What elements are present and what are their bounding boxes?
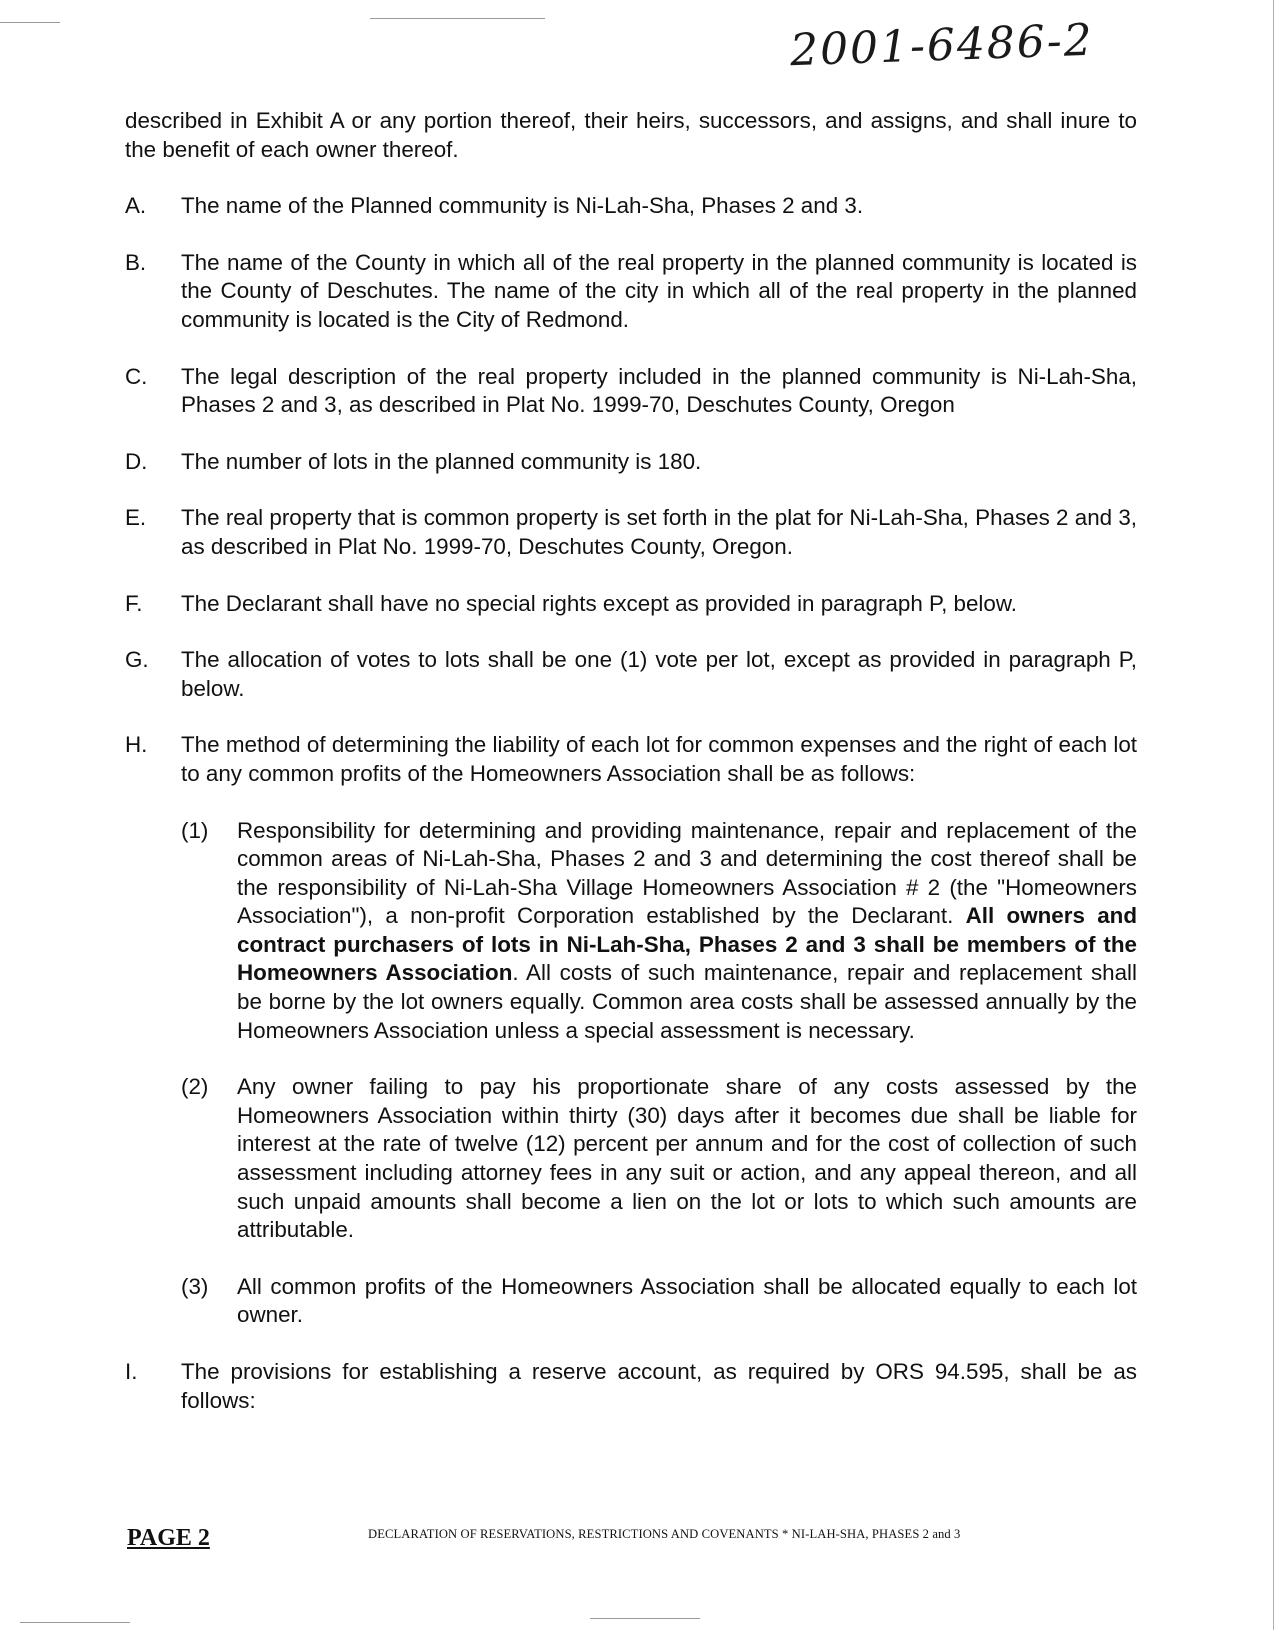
item-text: The allocation of votes to lots shall be one (1) vote per lot, except as provided in paragraph P, below.	[181, 647, 1137, 701]
scan-artifact-right-edge	[1273, 0, 1274, 1630]
sub-item-bold-text: All owners and contract purchasers of lots in Ni-Lah-Sha, Phases 2 and 3 shall be members of the Homeowners Association	[237, 903, 1137, 986]
item-text: The number of lots in the planned community is 180.	[181, 448, 702, 474]
sub-item-2	[181, 1073, 1137, 1245]
list-item-h	[125, 731, 1137, 1330]
sub-item-text	[237, 817, 1137, 1046]
sub-item-number: (1)	[181, 817, 209, 843]
item-letter: I.	[125, 1359, 138, 1384]
footer-page-number: PAGE 2	[127, 1525, 210, 1551]
sub-item-text-part: . All costs of such maintenance, repair and replacement shall be borne by the lot owners equally. Common area costs shall be assessed annually by the Homeowners Association unless a special assessment is necessary.	[237, 960, 1137, 1043]
list-item-g	[125, 646, 1137, 703]
footer-document-title: DECLARATION OF RESERVATIONS, RESTRICTIONS AND COVENANTS * NI-LAH-SHA, PHASES 2 and 3	[368, 1527, 961, 1541]
handwritten-document-number: 2001-6486-2	[789, 14, 1095, 77]
item-letter: B.	[125, 249, 147, 275]
sub-item-1	[181, 817, 1137, 1046]
item-letter: C.	[125, 363, 148, 389]
item-text: The real property that is common property is set forth in the plat for Ni-Lah-Sha, Phases 2 and 3, as described in Plat No. 1999-70, Deschutes County, Oregon.	[181, 505, 1137, 559]
list-item-c	[125, 363, 1137, 420]
scan-artifact-top	[370, 18, 545, 19]
scan-artifact-bottom-left	[20, 1622, 130, 1623]
item-letter: H.	[125, 732, 148, 758]
list-item-e	[125, 504, 1137, 561]
list-item-b	[125, 249, 1137, 335]
list-item-a	[125, 192, 1137, 221]
sub-item-number: (3)	[181, 1273, 209, 1299]
sub-item-text: All common profits of the Homeowners Association shall be allocated equally to each lot owner.	[237, 1273, 1137, 1328]
item-content	[181, 731, 1137, 1330]
sub-item-3	[181, 1273, 1137, 1330]
item-letter: D.	[125, 448, 148, 474]
sub-list	[181, 817, 1137, 1331]
scan-artifact-bottom-mid	[590, 1618, 700, 1619]
document-body	[125, 107, 1137, 1443]
list-item-d	[125, 448, 1137, 477]
intro-paragraph: described in Exhibit A or any portion thereof, their heirs, successors, and assigns, and shall inure to the benefit of each owner thereof.	[125, 108, 1137, 162]
sub-item-text-part: Responsibility for determining and providing maintenance, repair and replacement of the common areas of Ni-Lah-Sha, Phases 2 and 3 and determining the cost thereof shall be the responsibility of Ni-Lah-Sha Village Homeowners Association # 2 (the "Homeowners Association"), a non-profit Corporation established by the Declarant.	[237, 817, 1137, 929]
list-item-f	[125, 590, 1137, 619]
item-text: The name of the County in which all of the real property in the planned community is located is the County of Deschutes. The name of the city in which all of the real property in the planned community is located is the City of Redmond.	[181, 249, 1137, 332]
item-text: The legal description of the real property included in the planned community is Ni-Lah-Sha, Phases 2 and 3, as described in Plat No. 1999-70, Deschutes County, Oregon	[181, 363, 1137, 418]
list-item-i	[125, 1358, 1137, 1415]
item-text: The provisions for establishing a reserve account, as required by ORS 94.595, shall be as follows:	[181, 1359, 1137, 1413]
item-text: The Declarant shall have no special rights except as provided in paragraph P, below.	[181, 590, 1018, 616]
scan-artifact-top-left	[0, 22, 60, 23]
item-text: The method of determining the liability of each lot for common expenses and the right of each lot to any common profits of the Homeowners Association shall be as follows:	[181, 732, 1137, 786]
item-text: The name of the Planned community is Ni-Lah-Sha, Phases 2 and 3.	[181, 193, 864, 219]
sub-item-number: (2)	[181, 1074, 209, 1100]
item-letter: G.	[125, 647, 149, 673]
sub-item-text: Any owner failing to pay his proportionate share of any costs assessed by the Homeowners Association within thirty (30) days after it becomes due shall be liable for interest at the rate of twelve (12) percent per annum and for the cost of collection of such assessment including attorney fees in any suit or action, and any appeal thereon, and all such unpaid amounts shall become a lien on the lot or lots to which such amounts are attributable.	[237, 1074, 1137, 1243]
item-letter: A.	[125, 193, 147, 219]
item-letter: F.	[125, 590, 143, 616]
item-letter: E.	[125, 505, 147, 531]
